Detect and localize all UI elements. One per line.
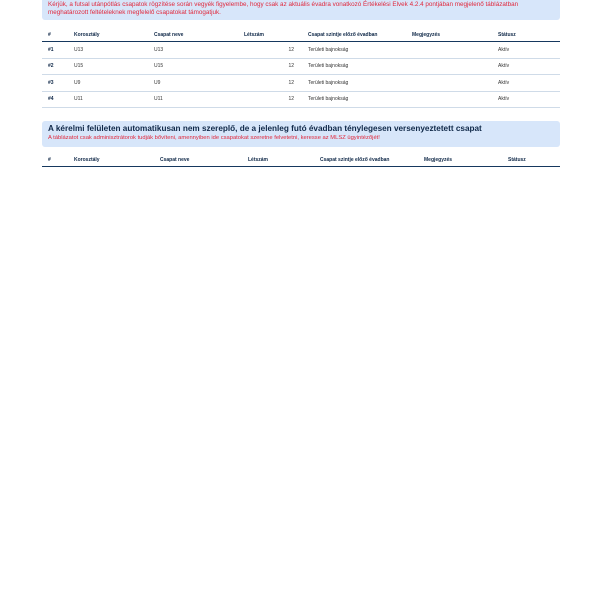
column-header-age-group: Korosztály (68, 29, 148, 42)
column-header-age-group: Korosztály (68, 154, 154, 167)
row-number: #4 (42, 91, 68, 108)
team-name-cell: U9 (148, 75, 238, 92)
column-header-status: Státusz (492, 29, 560, 42)
age-group-cell: U15 (68, 58, 148, 75)
column-header-headcount: Létszám (242, 154, 314, 167)
headcount-cell: 12 (238, 91, 302, 108)
previous-level-cell: Területi bajnokság (302, 58, 406, 75)
column-header-previous-level: Csapat szintje előző évadban (302, 29, 406, 42)
age-group-cell: U11 (68, 91, 148, 108)
table-row[interactable] (42, 75, 560, 92)
table-row[interactable] (42, 58, 560, 75)
table-row[interactable] (42, 91, 560, 108)
status-cell: Aktív (492, 58, 560, 75)
column-header-note: Megjegyzés (418, 154, 502, 167)
age-group-cell: U9 (68, 75, 148, 92)
row-number: #3 (42, 75, 68, 92)
status-cell: Aktív (492, 91, 560, 108)
previous-level-cell: Területi bajnokság (302, 75, 406, 92)
notice-box (42, 0, 560, 20)
headcount-cell: 12 (238, 42, 302, 59)
column-header-team-name: Csapat neve (154, 154, 242, 167)
column-header-status: Státusz (502, 154, 560, 167)
teams-table (42, 29, 560, 108)
column-header-team-name: Csapat neve (148, 29, 238, 42)
extra-teams-section-header (42, 121, 560, 147)
row-number: #2 (42, 58, 68, 75)
team-name-cell: U11 (148, 91, 238, 108)
column-header-number: # (42, 154, 68, 167)
column-header-headcount: Létszám (238, 29, 302, 42)
column-header-number: # (42, 29, 68, 42)
note-cell (406, 42, 492, 59)
column-header-note: Megjegyzés (406, 29, 492, 42)
extra-teams-table (42, 154, 560, 167)
section-title: A kérelmi felületen automatikusan nem szereplő, de a jelenleg futó évadban ténylegesen versenyeztetett csapat (48, 124, 482, 133)
section-subtitle: A táblázatot csak adminisztrátorok tudják bővíteni, amennyiben ide csapatokat szeretne felvetetni, keresse az MLSZ ügyintézőjét! (48, 135, 380, 141)
note-cell (406, 58, 492, 75)
column-header-previous-level: Csapat szintje előző évadban (314, 154, 418, 167)
headcount-cell: 12 (238, 75, 302, 92)
note-cell (406, 91, 492, 108)
status-cell: Aktív (492, 42, 560, 59)
note-cell (406, 75, 492, 92)
team-name-cell: U13 (148, 42, 238, 59)
headcount-cell: 12 (238, 58, 302, 75)
table-row[interactable] (42, 42, 560, 59)
notice-text: Kérjük, a futsal utánpótlás csapatok rögzítése során vegyék figyelembe, hogy csak az aktuális évadra vonatkozó Értékelési Elvek 4.2.4 pontjában megjelenő táblázatban meghatározott feltételeknek megfelelő csapatokat támogatjuk. (48, 1, 519, 17)
status-cell: Aktív (492, 75, 560, 92)
age-group-cell: U13 (68, 42, 148, 59)
row-number: #1 (42, 42, 68, 59)
previous-level-cell: Területi bajnokság (302, 42, 406, 59)
team-name-cell: U15 (148, 58, 238, 75)
table-header-row (42, 154, 560, 167)
previous-level-cell: Területi bajnokság (302, 91, 406, 108)
table-header-row (42, 29, 560, 42)
